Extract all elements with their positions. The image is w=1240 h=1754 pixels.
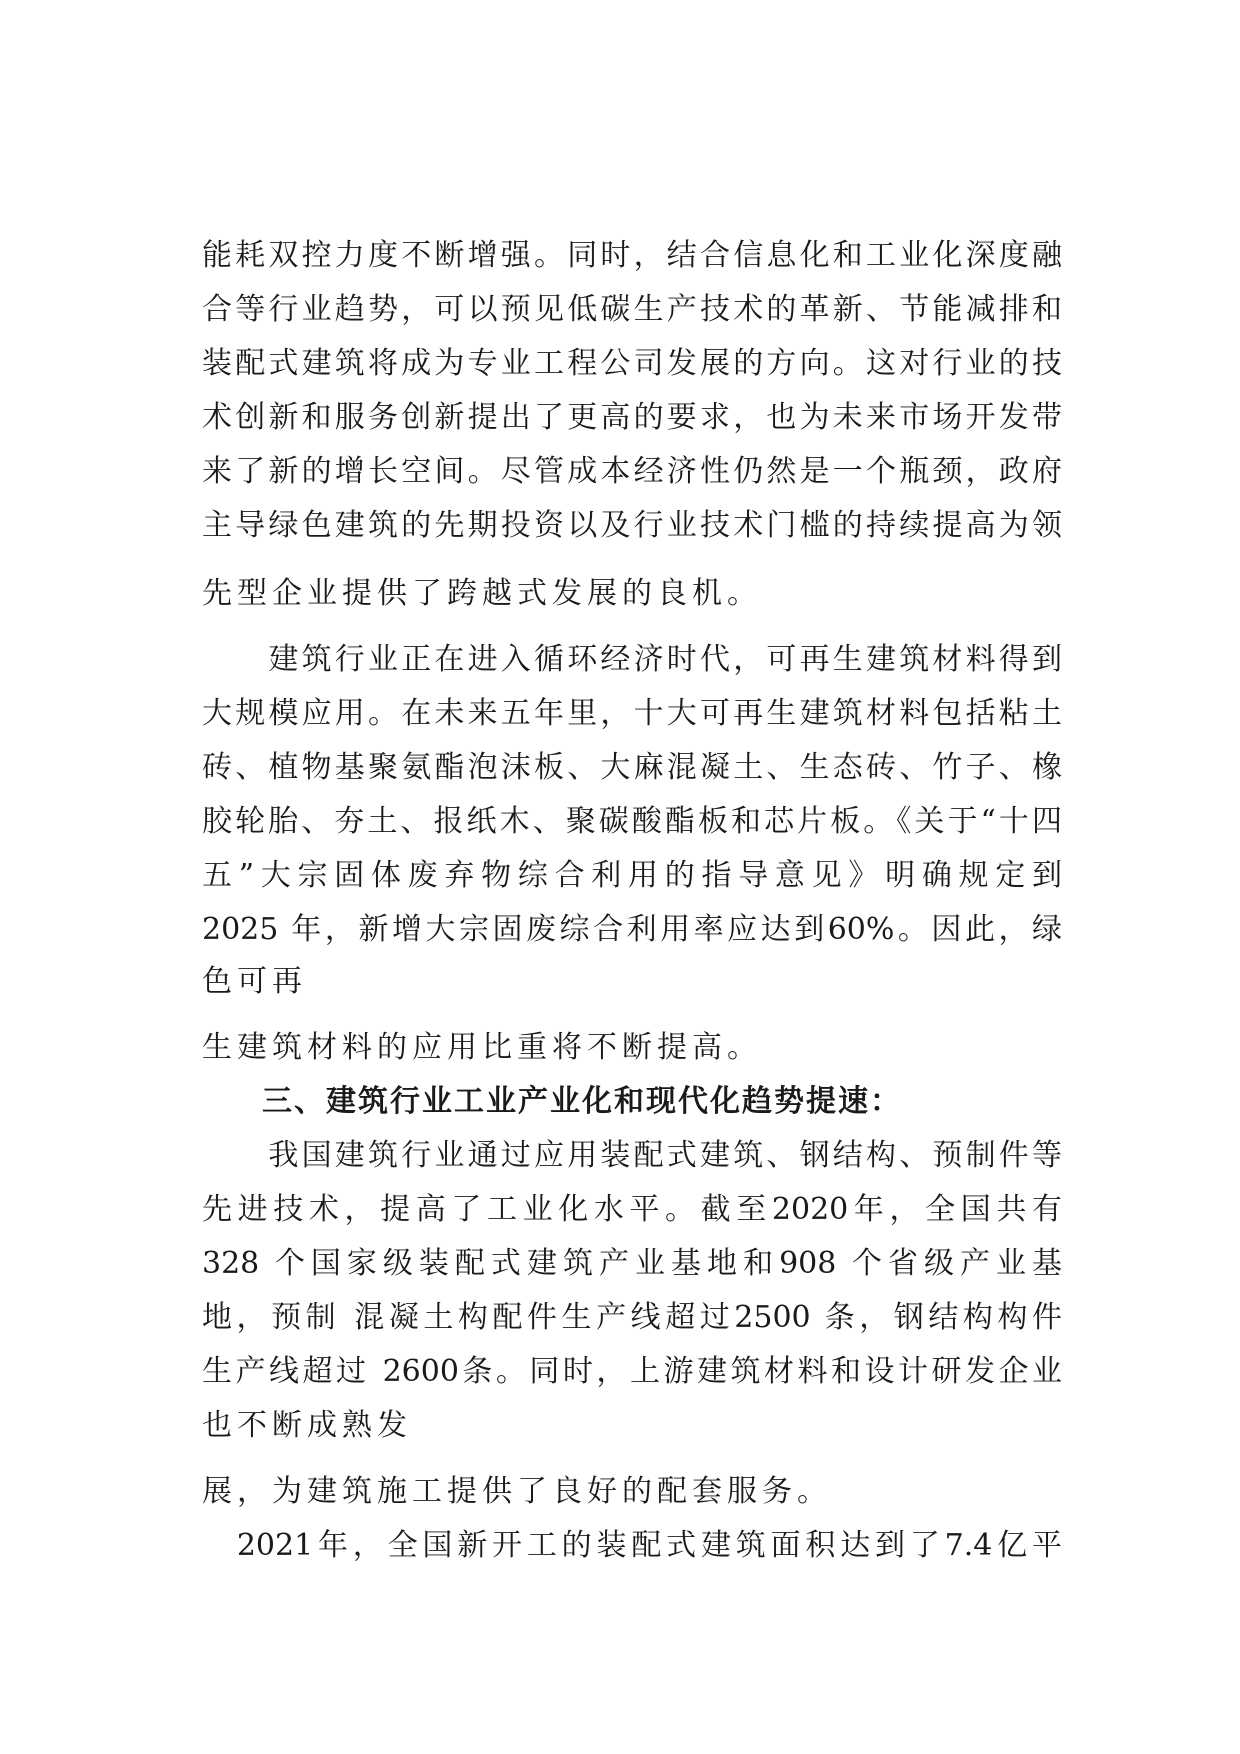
body-text-line: 建筑行业正在进入循环经济时代，可再生建筑材料得到: [202, 642, 1062, 677]
body-text-line: 展，为建筑施工提供了良好的配套服务。: [202, 1474, 832, 1509]
body-text-line: 装配式建筑将成为专业工程公司发展的方向。这对行业的技: [202, 346, 1062, 381]
body-text-line: 能耗双控力度不断增强。同时，结合信息化和工业化深度融: [202, 238, 1062, 273]
body-text-line: 2021年，全国新开工的装配式建筑面积达到了7.4亿平: [202, 1528, 1062, 1563]
body-text-line: 也不断成熟发: [202, 1408, 412, 1443]
body-text-line: 328 个国家级装配式建筑产业基地和908 个省级产业基: [202, 1246, 1062, 1281]
body-text-line: 合等行业趋势，可以预见低碳生产技术的革新、节能减排和: [202, 292, 1062, 327]
body-text-line: 砖、植物基聚氨酯泡沫板、大麻混凝土、生态砖、竹子、橡: [202, 750, 1062, 785]
body-text-line: 术创新和服务创新提出了更高的要求，也为未来市场开发带: [202, 400, 1062, 435]
body-text-line: 生产线超过 2600条。同时，上游建筑材料和设计研发企业: [202, 1354, 1062, 1389]
body-text-line: 主导绿色建筑的先期投资以及行业技术门槛的持续提高为领: [202, 508, 1062, 543]
section-heading: 三、建筑行业工业产业化和现代化趋势提速：: [262, 1084, 902, 1119]
body-text-line: 2025 年，新增大宗固废综合利用率应达到60%。因此，绿: [202, 912, 1062, 947]
body-text-line: 生建筑材料的应用比重将不断提高。: [202, 1030, 762, 1065]
body-text-line: 色可再: [202, 964, 307, 999]
body-text-line: 我国建筑行业通过应用装配式建筑、钢结构、预制件等: [202, 1138, 1062, 1173]
body-text-line: 来了新的增长空间。尽管成本经济性仍然是一个瓶颈，政府: [202, 454, 1062, 489]
body-text-line: 先进技术，提高了工业化水平。截至2020年，全国共有: [202, 1192, 1062, 1227]
body-text-line: 先型企业提供了跨越式发展的良机。: [202, 576, 762, 611]
body-text-line: 五”大宗固体废弃物综合利用的指导意见》明确规定到: [202, 858, 1062, 893]
body-text-line: 胶轮胎、夯土、报纸木、聚碳酸酯板和芯片板。《关于“十四: [202, 804, 1062, 839]
body-text-line: 地，预制 混凝土构配件生产线超过2500 条，钢结构构件: [202, 1300, 1062, 1335]
body-text-line: 大规模应用。在未来五年里，十大可再生建筑材料包括粘土: [202, 696, 1062, 731]
